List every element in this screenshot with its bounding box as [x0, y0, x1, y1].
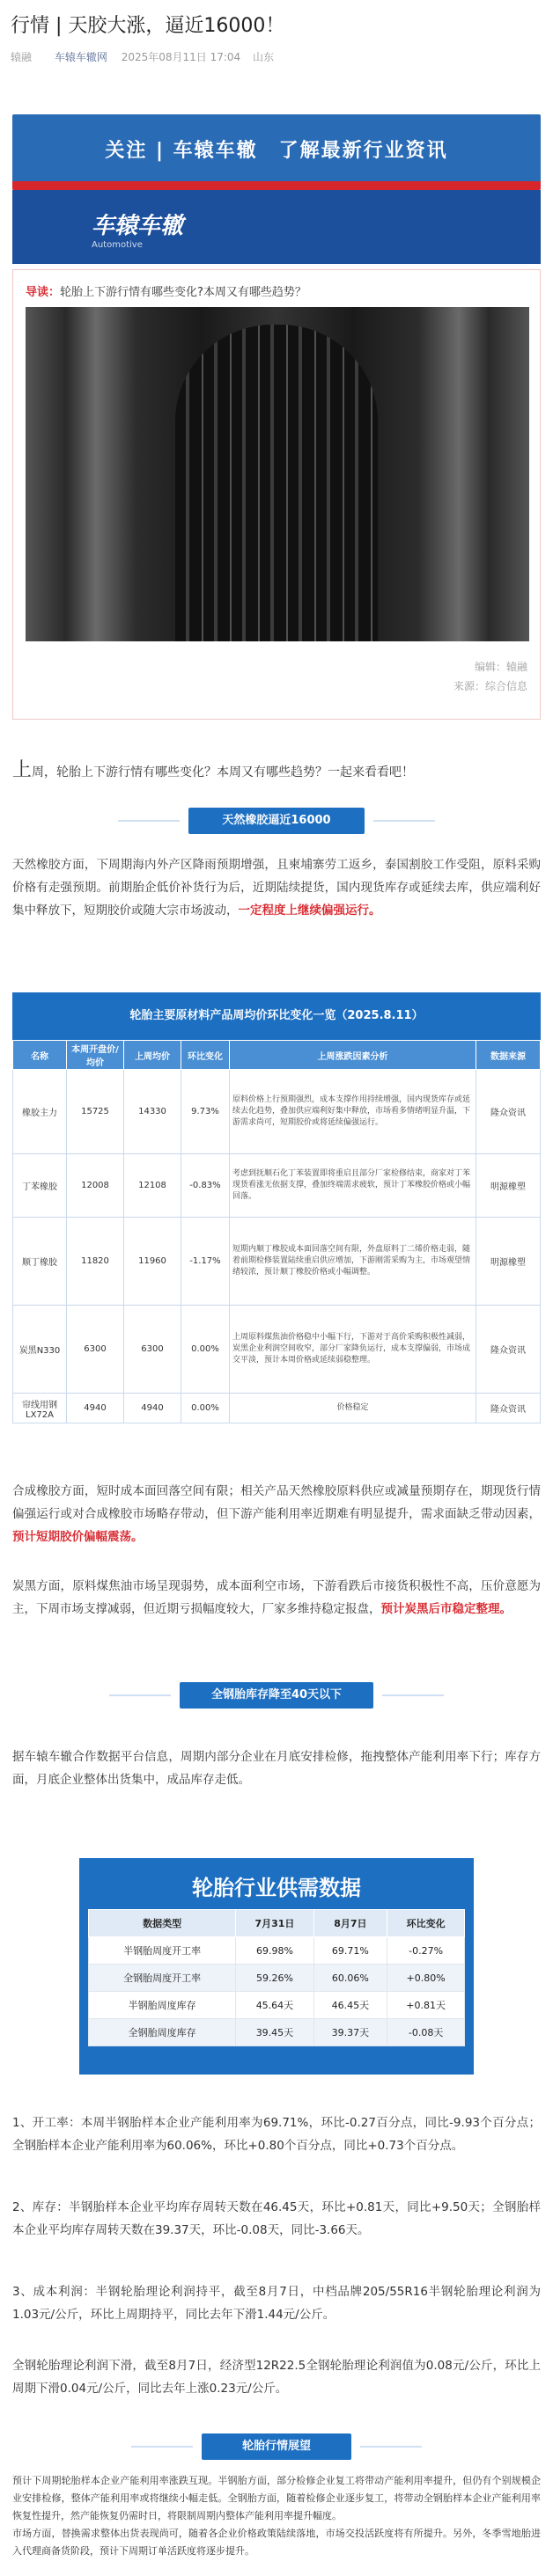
col-header: 上周均价 — [124, 1041, 181, 1070]
col-header: 7月31日 — [236, 1910, 313, 1937]
intro-big-char: 上 — [12, 759, 33, 781]
editor-name: 辕融 — [505, 661, 527, 673]
table-row: 全钢胎周度开工率 59.26% 60.06% +0.80% — [89, 1965, 465, 1992]
banner-text: 关注 | 车辕车辙 了解最新行业资讯 — [105, 140, 448, 162]
synthetic-highlight: 预计短期胶价偏幅震荡。 — [12, 1530, 144, 1544]
carbon-black-paragraph: 炭黑方面，原料煤焦油市场呈现弱势，成本面利空市场，下游看跌后市接货积极性不高，压价意愿为主，下周市场支撑减弱，但近期亏损幅度较大，厂家多维持稳定报盘，预计炭黑后市稳定整理。 — [12, 1579, 541, 1616]
supply-demand-title: 轮胎行业供需数据 — [192, 1876, 361, 1900]
col-header: 数据来源 — [476, 1041, 541, 1070]
col-header: 上周涨跌因素分析 — [230, 1041, 476, 1070]
table-row: 炭黑N330 6300 6300 0.00% 上周原料煤焦油价格稳中小幅下行，下游对于高价采购积极性减弱，炭黑企业利润空间收窄，部分厂家降负运行，成本支撑偏弱，市场成交平淡，预计本周价格或延续弱稳整理。 隆众资讯 — [13, 1306, 541, 1394]
col-header: 环比变化 — [387, 1910, 465, 1937]
materials-table-caption: 轮胎主要原材料产品周均价环比变化一览（2025.8.11） — [12, 992, 541, 1040]
article-title: 行情 | 天胶大涨，逼近16000！ — [11, 15, 285, 37]
point-profit-full: 全钢轮胎理论利润下滑，截至8月7日，经济型12R22.5全钢轮胎理论利润值为0.08元/公斤，环比上周期下滑0.04元/公斤，同比去年上涨0.23元/公斤。 — [12, 2359, 541, 2396]
guide-text: 轮胎上下游行情有哪些变化?本周又有哪些趋势？ — [60, 286, 306, 299]
table-row: 帘线用钢LX72A 4940 4940 0.00% 价格稳定 隆众资讯 — [13, 1394, 541, 1423]
supply-demand-table — [88, 1909, 465, 2046]
point-inventory: 2、库存：半钢胎样本企业平均库存周转天数在46.45天，环比+0.81天，同比+9.50天；全钢胎样本企业平均库存周转天数在39.37天，环比-0.08天，同比-3.66天。 — [12, 2200, 541, 2237]
point-profit-semi: 3、成本利润：半钢轮胎理论利润持平，截至8月7日，中档品牌205/55R16半钢轮胎理论利润为1.03元/公斤，环比上周期持平，同比去年下滑1.44元/公斤。 — [12, 2285, 541, 2322]
carbon-highlight: 预计炭黑后市稳定整理。 — [380, 1602, 512, 1616]
publish-location: 山东 — [253, 51, 275, 63]
table-row: 丁苯橡胶 12008 12108 -0.83% 考虑到抚顺石化丁苯装置即将重启且部分厂家检修结束，商家对丁苯现货看涨无依据支撑，叠加终端需求疲软，预计丁苯橡胶价格或小幅回落。 明源橡塑 — [13, 1154, 541, 1218]
point-utilization: 1、开工率：本周半钢胎样本企业产能利用率为69.71%，环比-0.27百分点，同比-9.93个百分点；全钢胎样本企业产能利用率为60.06%，环比+0.80个百分点，同比+0.73个百分点。 — [12, 2116, 541, 2153]
source-name: 综合信息 — [484, 680, 527, 692]
article-meta — [11, 49, 283, 64]
col-header: 8月7日 — [313, 1910, 387, 1937]
brand-band — [12, 190, 541, 264]
brand-logo: 车辕车辙 Automotive — [92, 213, 184, 250]
tyre-tread — [175, 325, 378, 641]
rubber-highlight: 一定程度上继续偏强运行。 — [238, 904, 381, 918]
materials-header-row — [13, 1041, 541, 1070]
banner-stripe — [12, 181, 541, 190]
intro-text: 周，轮胎上下游行情有哪些变化？本周又有哪些趋势？一起来看看吧！ — [32, 765, 415, 779]
guide-label: 导读： — [26, 286, 61, 299]
publish-datetime: 2025年08月11日 17:04 — [121, 51, 241, 63]
intro-line — [12, 755, 414, 782]
inventory-paragraph: 据车辕车辙合作数据平台信息，周期内部分企业在月底安排检修，拖拽整体产能利用率下行；库存方面，月底企业整体出货集中，成品库存走低。 — [12, 1750, 541, 1787]
table-row: 半钢胎周度开工率 69.98% 69.71% -0.27% — [89, 1937, 465, 1965]
table-row: 半钢胎周度库存 45.64天 46.45天 +0.81天 — [89, 1992, 465, 2019]
credit-block: 编辑：辕融 来源：综合信息 — [453, 661, 527, 692]
col-header: 名称 — [13, 1041, 67, 1070]
table-row: 橡胶主力 15725 14330 9.73% 原料价格上行预期强烈，成本支撑作用持续增强，国内现货库存或延续去化趋势，叠加供应端利好集中释放，市场看多情绪明显升温，下游需求尚可，短期胶价或将延续偏强运行。 隆众资讯 — [13, 1070, 541, 1154]
section-pill-rubber: 天然橡胶逼近16000 — [188, 808, 365, 834]
account-link[interactable]: 车辕车辙网 — [54, 51, 107, 63]
tyre-photo — [26, 307, 529, 641]
table-row: 全钢胎周度库存 39.45天 39.37天 -0.08天 — [89, 2019, 465, 2046]
outlook-market: 市场方面，替换需求整体出货表现尚可，随着各企业价格政策陆续落地，市场交投活跃度将有所提升。另外，冬季雪地胎进入代理商备货阶段，预计下周期订单活跃度将逐步提升。 — [12, 2528, 541, 2557]
outlook-paragraph: 预计下周期轮胎样本企业产能利用率涨跌互现。半钢胎方面，部分检修企业复工将带动产能利用率提升，但仍有个别规模企业安排检修，整体产能利用率或将继续小幅走低。全钢胎方面，随着检修企业逐步复工，将带动全钢胎样本企业产能利用率恢复性提升，然产能恢复仍需时日，将限制周期内整体产能利用率提升幅度。 市场方面，替换需求整体出货表现尚可，随着各企业价格政策陆续落地，市场交投活跃度将有所提升。另外，冬季雪地胎进入代理商备货阶段，预计下周期订单活跃度将逐步提升。 — [12, 2475, 541, 2557]
author-name: 辕融 — [11, 51, 33, 63]
table-row: 顺丁橡胶 11820 11960 -1.17% 短期内顺丁橡胶成本面回落空间有限，外盘原料丁二烯价格走弱，随着前期检修装置陆续重启供应增加，下游刚需采购为主，市场观望情绪较浓，预计顺丁橡胶价格或小幅调整。 明源橡塑 — [13, 1218, 541, 1306]
col-header: 环比变化 — [181, 1041, 230, 1070]
guide-line — [26, 282, 306, 299]
section-pill-inventory: 全钢胎库存降至40天以下 — [180, 1682, 373, 1709]
rubber-paragraph: 天然橡胶方面，下周期海内外产区降雨预期增强，且柬埔寨劳工返乡，泰国割胶工作受阻，原料采购价格有走强预期。前期胎企低价补货行为后，近期陆续提货，国内现货库存或延续去库，供应端利好集中释放下，短期胶价或随大宗市场波动，一定程度上继续偏强运行。 — [12, 858, 541, 918]
synthetic-rubber-paragraph: 合成橡胶方面，短时成本面回落空间有限；相关产品天然橡胶原料供应或减量预期存在，期现货行情偏强运行或对合成橡胶市场略存带动，但下游产能利用率近期难有明显提升，需求面缺乏带动因素，预计短期胶价偏幅震荡。 — [12, 1484, 541, 1544]
follow-banner[interactable] — [12, 114, 541, 190]
supply-demand-panel — [79, 1858, 474, 2075]
cover-card — [12, 269, 541, 720]
col-header: 数据类型 — [89, 1910, 236, 1937]
materials-price-table — [12, 992, 541, 1423]
section-pill-outlook: 轮胎行情展望 — [202, 2433, 351, 2460]
col-header: 本周开盘价/均价 — [67, 1041, 124, 1070]
